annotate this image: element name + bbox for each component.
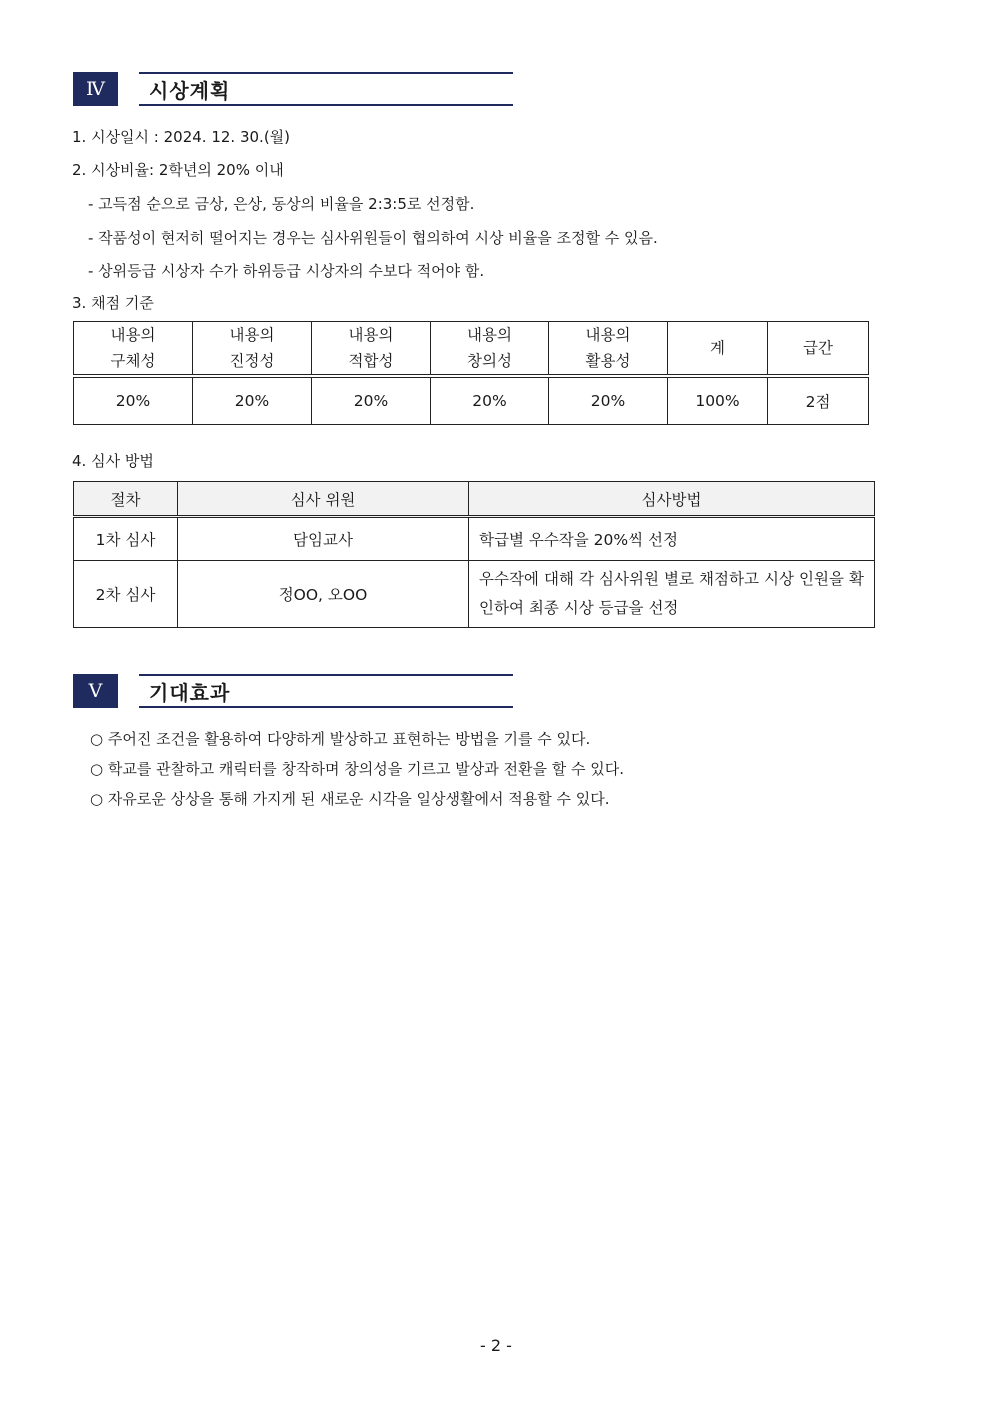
- method-step: 2차 심사: [74, 561, 178, 628]
- criteria-header-line: 창의성: [467, 352, 512, 370]
- ratio-note-1: - 고득점 순으로 금상, 은상, 동상의 비율을 2:3:5로 선정함.: [88, 195, 475, 213]
- criteria-header-sincerity: [193, 322, 312, 377]
- criteria-header-line: 진정성: [229, 352, 275, 370]
- table-row: [74, 561, 875, 628]
- section-5-title: 기대효과: [139, 674, 513, 708]
- criteria-header-line: 내용의: [229, 326, 275, 344]
- criteria-interval-value: 2점: [768, 376, 869, 424]
- method-header-method: 심사방법: [469, 482, 875, 517]
- page-number: - 2 -: [480, 1336, 512, 1355]
- section-5-numeral: Ⅴ: [73, 674, 118, 708]
- award-ratio: 2. 시상비율: 2학년의 20% 이내: [72, 161, 284, 179]
- criteria-header-specificity: [74, 322, 193, 377]
- table-row: [74, 517, 875, 561]
- criteria-header-usability: [549, 322, 668, 377]
- criteria-value: 20%: [312, 376, 431, 424]
- effect-bullet-3: ○ 자유로운 상상을 통해 가지게 된 새로운 시각을 일상생활에서 적용할 수 있다.: [90, 790, 610, 808]
- method-step: 1차 심사: [74, 517, 178, 561]
- criteria-header-line: 구체성: [110, 352, 156, 370]
- criteria-value: 20%: [549, 376, 668, 424]
- criteria-value: 20%: [193, 376, 312, 424]
- criteria-header-interval: 급간: [768, 322, 869, 377]
- criteria-header-suitability: [312, 322, 431, 377]
- section-5-header: [73, 674, 513, 708]
- criteria-header-line: 내용의: [110, 326, 156, 344]
- effect-bullet-2: ○ 학교를 관찰하고 캐릭터를 창작하며 창의성을 기르고 발상과 전환을 할 수 있다.: [90, 760, 624, 778]
- method-header-step: 절차: [74, 482, 178, 517]
- criteria-header-total: 계: [668, 322, 768, 377]
- method-description: 학급별 우수작을 20%씩 선정: [469, 517, 875, 561]
- criteria-header-line: 적합성: [348, 352, 394, 370]
- criteria-table: [73, 321, 869, 425]
- criteria-label: 3. 채점 기준: [72, 294, 154, 312]
- effect-bullet-1: ○ 주어진 조건을 활용하여 다양하게 발상하고 표현하는 방법을 기를 수 있다.: [90, 730, 591, 748]
- method-header-judges: 심사 위원: [178, 482, 469, 517]
- criteria-total-value: 100%: [668, 376, 768, 424]
- method-judges: 정OO, 오OO: [178, 561, 469, 628]
- section-4-header: [73, 72, 513, 106]
- criteria-header-line: 내용의: [348, 326, 394, 344]
- section-4-title: 시상계획: [139, 72, 513, 106]
- criteria-value: 20%: [431, 376, 549, 424]
- criteria-value: 20%: [74, 376, 193, 424]
- criteria-header-line: 내용의: [467, 326, 512, 344]
- award-date: 1. 시상일시 : 2024. 12. 30.(월): [72, 128, 291, 146]
- criteria-header-line: 활용성: [585, 352, 631, 370]
- criteria-header-line: 내용의: [585, 326, 631, 344]
- method-description: 우수작에 대해 각 심사위원 별로 채점하고 시상 인원을 확인하여 최종 시상 등급을 선정: [469, 561, 875, 628]
- method-judges: 담임교사: [178, 517, 469, 561]
- ratio-note-3: - 상위등급 시상자 수가 하위등급 시상자의 수보다 적어야 함.: [88, 262, 485, 280]
- section-4-numeral: Ⅳ: [73, 72, 118, 106]
- criteria-header-creativity: [431, 322, 549, 377]
- method-label: 4. 심사 방법: [72, 452, 154, 470]
- ratio-note-2: - 작품성이 현저히 떨어지는 경우는 심사위원들이 협의하여 시상 비율을 조정할 수 있음.: [88, 229, 658, 247]
- method-table: [73, 481, 875, 628]
